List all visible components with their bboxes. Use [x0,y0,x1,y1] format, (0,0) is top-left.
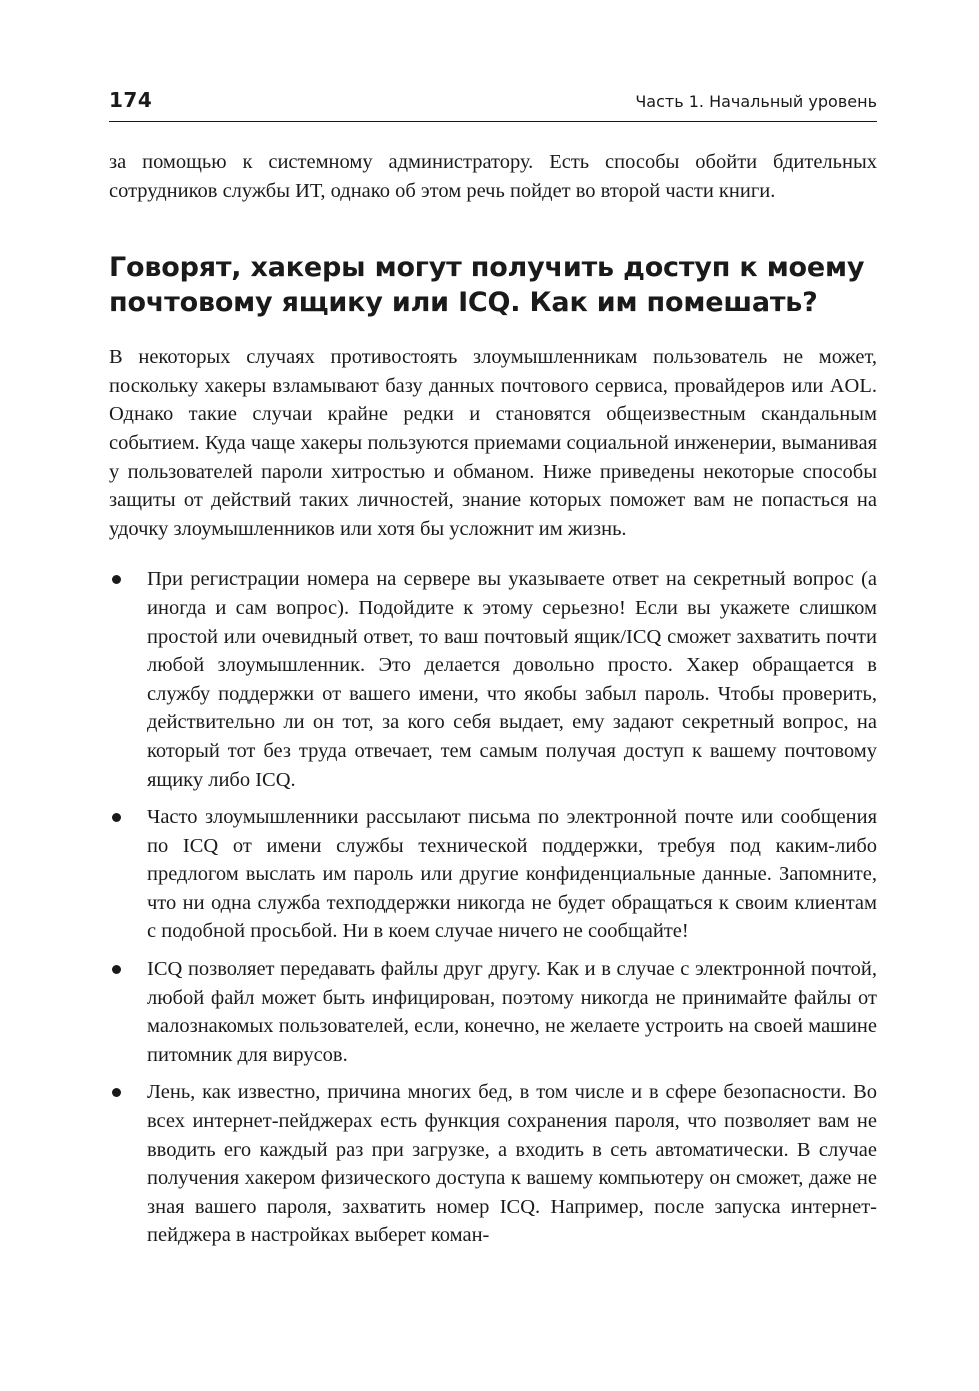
bullet-icon [109,1078,147,1250]
list-item-text: При регистрации номера на сервере вы указываете ответ на секретный вопрос (а иногда и сам вопрос). Подойдите к этому серьезно! Если вы укажете слишком простой или очевидный ответ, то ваш почтовый ящик/ICQ сможет захватить почти любой злоумышленник. Это делается довольно просто. Хакер обращается в службу поддержки от вашего имени, что якобы забыл пароль. Чтобы проверить, действительно ли он тот, за кого себя выдает, ему задают секретный вопрос, на который тот без труда отвечает, тем самым получая доступ к вашему почтовому ящику либо ICQ. [147,568,877,791]
book-page [109,88,877,1259]
list-item [109,565,877,794]
bullet-icon [109,955,147,1069]
bullet-icon [109,565,147,794]
list-item-text: Часто злоумышленники рассылают письма по электронной почте или сообщения по ICQ от имени службы технической поддержки, требуя под каким-либо предлогом выслать им пароль или другие конфиденциальные данные. Запомните, что ни одна служба техподдержки никогда не будет обращаться к своим клиентам с подобной просьбой. Ни в коем случае ничего не сообщайте! [147,806,877,943]
running-header [109,88,877,122]
part-title: Часть 1. Начальный уровень [635,92,877,111]
intro-paragraph: В некоторых случаях противостоять злоумышленникам пользователь не может, поскольку хакеры взламывают базу данных почтового сервиса, провайдеров или AOL. Однако такие случаи крайне редки и становятся общеизвестным скандальным событием. Куда чаще хакеры пользуются приемами социальной инженерии, выманивая у пользователей пароли хитростью и обманом. Ниже приведены некоторые способы защиты от действий таких личностей, знание которых поможет вам не попасться на удочку злоумышленников или хотя бы усложнит им жизнь. [109,346,877,540]
bullet-icon [109,803,147,946]
list-item [109,1078,877,1250]
continuation-paragraph: за помощью к системному администратору. Есть способы обойти бдительных сотрудников службы ИТ, однако об этом речь пойдет во второй части книги. [109,151,877,202]
list-item-text: ICQ позволяет передавать файлы друг другу. Как и в случае с электронной почтой, любой файл может быть инфицирован, поэтому никогда не принимайте файлы от малознакомых пользователей, если, конечно, не желаете устроить на своей машине питомник для вирусов. [147,958,877,1066]
page-number: 174 [109,88,153,112]
section-heading-line-2: почтовому ящику или ICQ. Как им помешать? [109,287,818,319]
section-heading-line-1: Говорят, хакеры могут получить доступ к моему [109,252,865,284]
list-item [109,803,877,946]
list-item [109,955,877,1069]
section-heading [109,250,877,320]
bullet-list [109,565,877,1250]
list-item-text: Лень, как известно, причина многих бед, в том числе и в сфере безопасности. Во всех интернет-пейджерах есть функция сохранения пароля, что позволяет вам не вводить его каждый раз при загрузке, а входить в сеть автоматически. В случае получения хакером физического доступа к вашему компьютеру он сможет, даже не зная вашего пароля, захватить номер ICQ. Например, после запуска интернет-пейджера в настройках выберет коман- [147,1081,877,1247]
